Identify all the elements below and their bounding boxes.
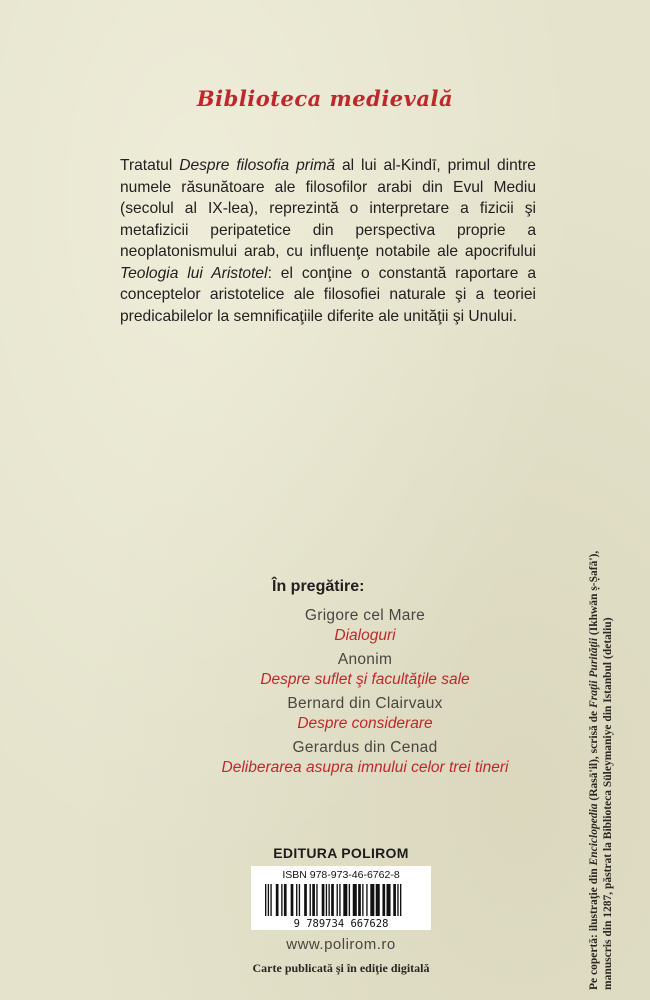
barcode-bar (322, 884, 325, 916)
website-url: www.polirom.ro (286, 936, 396, 953)
barcode-bar (376, 884, 380, 916)
description-text: : el conţine o constantă raportare a conceptelor aristotelice ale filosofiei naturale şi a teoriei predicabilelor la semnificaţiile diferite ale unităţii şi Unului. (120, 264, 536, 325)
credit-authors: Fraţii Purităţii (588, 637, 600, 708)
barcode-bar (362, 884, 363, 916)
upcoming-list (200, 606, 530, 782)
list-item (200, 738, 530, 778)
barcode-bar (331, 884, 334, 916)
upcoming-author: Bernard din Clairvaux (287, 695, 443, 712)
barcode-bar (281, 884, 282, 916)
publisher-name: EDITURA POLIROM (273, 845, 409, 861)
barcode-bar (370, 884, 374, 916)
cover-credit-line-1 (588, 480, 602, 990)
isbn-barcode (251, 866, 431, 930)
credit-text: (Ikhwān ṣ-Ṣafā'), (588, 550, 600, 638)
barcode-bar (337, 884, 338, 916)
barcode-graphic (255, 884, 427, 928)
barcode-bar (304, 884, 307, 916)
barcode-bar (291, 884, 294, 916)
upcoming-title: Despre suflet şi facultăţile sale (260, 671, 470, 688)
list-item (200, 606, 530, 646)
description-title: Teologia lui Aristotel (120, 264, 268, 282)
digital-edition-note: Carte publicată şi în ediţie digitală (252, 961, 430, 975)
barcode-bar (400, 884, 401, 916)
barcode-bar (382, 884, 385, 916)
upcoming-heading: În pregătire: (272, 578, 365, 595)
barcode-bar (316, 884, 317, 916)
credit-text: Pe copertă: ilustraţie din (588, 865, 600, 990)
barcode-digits: 9 789734 667628 (293, 918, 389, 928)
barcode-bar (296, 884, 297, 916)
barcode-bar (339, 884, 340, 916)
barcode-bar (270, 884, 271, 916)
barcode-bar (268, 884, 269, 916)
upcoming-title: Despre considerare (297, 715, 433, 732)
credit-text: , scrisă de (588, 707, 600, 760)
barcode-bar (265, 884, 266, 916)
barcode-bar (387, 884, 391, 916)
barcode-bar (349, 884, 350, 916)
barcode-bar (393, 884, 396, 916)
upcoming-author: Grigore cel Mare (304, 607, 426, 624)
upcoming-title: Dialoguri (334, 627, 396, 644)
barcode-bar (284, 884, 287, 916)
description-title: Despre filosofia primă (179, 157, 336, 174)
isbn-number: ISBN 978-973-46-6762-8 (282, 869, 400, 881)
barcode-bar (326, 884, 327, 916)
credit-text: (Rasā'il) (588, 759, 600, 804)
upcoming-author: Anonim (337, 651, 393, 668)
list-item (200, 694, 530, 734)
barcode-bar (310, 884, 311, 916)
barcode-bar (328, 884, 329, 916)
upcoming-author: Gerardus din Cenad (292, 739, 438, 756)
barcode-bar (358, 884, 361, 916)
list-item (200, 650, 530, 690)
upcoming-title: Deliberarea asupra imnului celor trei tineri (221, 759, 509, 776)
barcode-bar (343, 884, 347, 916)
cover-credit (588, 480, 615, 990)
barcode-bar (366, 884, 367, 916)
description-text: Tratatul (120, 157, 180, 174)
series-title: Biblioteca medievală (196, 86, 454, 111)
barcode-bar (312, 884, 315, 916)
barcode-bar (276, 884, 279, 916)
barcode-bar (353, 884, 357, 916)
credit-work-title: Enciclopedia (588, 803, 600, 866)
book-description (120, 155, 536, 327)
cover-credit-line-2: manuscris din 1287, păstrat la Biblioteca Süleymaniye din Istanbul (detaliu) (601, 617, 614, 990)
barcode-bar (397, 884, 398, 916)
barcode-bar (299, 884, 300, 916)
description-text: al lui al-Kindī, primul dintre numele răsunătoare ale filosofilor arabi din Evul Mediu (secolul al IX-lea), reprezintă o interpretare a fizicii şi metafizicii peripatetice din perspectiva proprie a neoplatonismului arab, cu influenţe notabile ale apocrifului (120, 157, 536, 260)
